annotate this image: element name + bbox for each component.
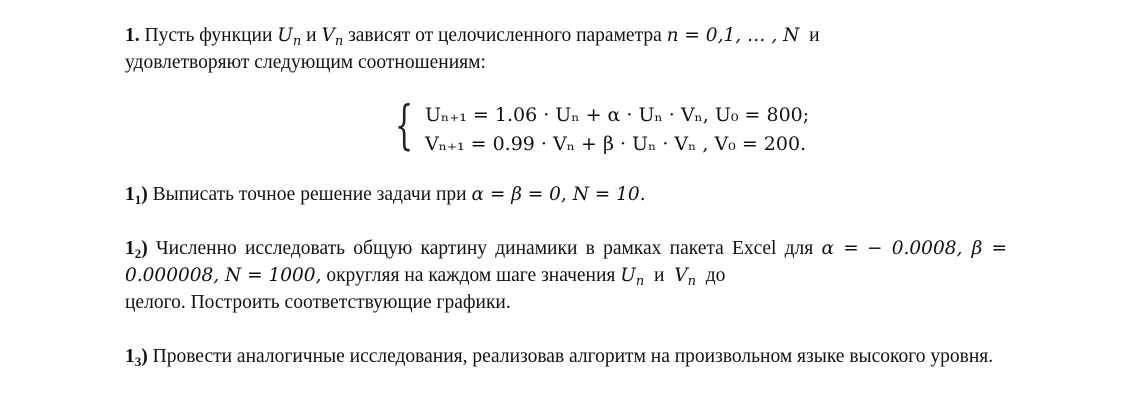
- problem-number: 1.: [125, 25, 140, 46]
- alpha-eq: α =: [821, 238, 859, 259]
- problem-statement: [125, 22, 1007, 76]
- equation-system: [395, 96, 915, 158]
- and-word-3: и: [654, 265, 665, 286]
- and-word-2: и: [809, 25, 820, 46]
- task-1-3: [125, 343, 1007, 370]
- task-1-1-label: $1_1$): [125, 184, 148, 207]
- V-symbol: $V_n$: [321, 25, 344, 49]
- n-range: n = 0,1, … , N: [666, 25, 800, 46]
- task-1-2-text-b: округляя на каждом шаге значения: [326, 265, 616, 286]
- U-symbol: $U_n$: [277, 25, 302, 49]
- intro-text: Пусть функции: [144, 25, 273, 46]
- task-1-1-text: Выписать точное решение задачи при: [152, 184, 467, 205]
- task-1-3-text: Провести аналогичные исследования, реализовав алгоритм на произвольном языке высокого уровня.: [152, 346, 994, 367]
- task-1-2-line3: целого. Построить соответствующие графики.: [125, 292, 511, 313]
- task-1-1: [125, 181, 1007, 208]
- intro-text-2: зависят от целочисленного параметра: [348, 25, 662, 46]
- task-1-1-condition: α = β = 0, N = 10.: [471, 184, 646, 205]
- U-symbol-2: $U_n$: [620, 265, 645, 289]
- V-symbol-2: $V_n$: [674, 265, 696, 289]
- and-word: и: [306, 25, 317, 46]
- task-1-2: [125, 235, 1007, 316]
- equation-U: Uₙ₊₁ = 1.06 · Uₙ + α · Uₙ · Vₙ, U₀ = 800;: [425, 104, 810, 126]
- task-1-3-label: $1_3$): [125, 346, 148, 369]
- equation-V: Vₙ₊₁ = 0.99 · Vₙ + β · Uₙ · Vₙ , V₀ = 200.: [425, 133, 807, 155]
- params: − 0.0008, β = 0.000008, N = 1000,: [125, 238, 1008, 286]
- intro-line-2: удовлетворяют следующим соотношениям:: [125, 52, 486, 73]
- task-1-2-text-a: Численно исследовать общую картину динамики в рамках пакета Excel для: [156, 238, 814, 259]
- task-1-2-text-c: до: [705, 265, 726, 286]
- system-brace: {: [395, 96, 414, 156]
- task-1-2-label: $1_2$): [125, 238, 148, 261]
